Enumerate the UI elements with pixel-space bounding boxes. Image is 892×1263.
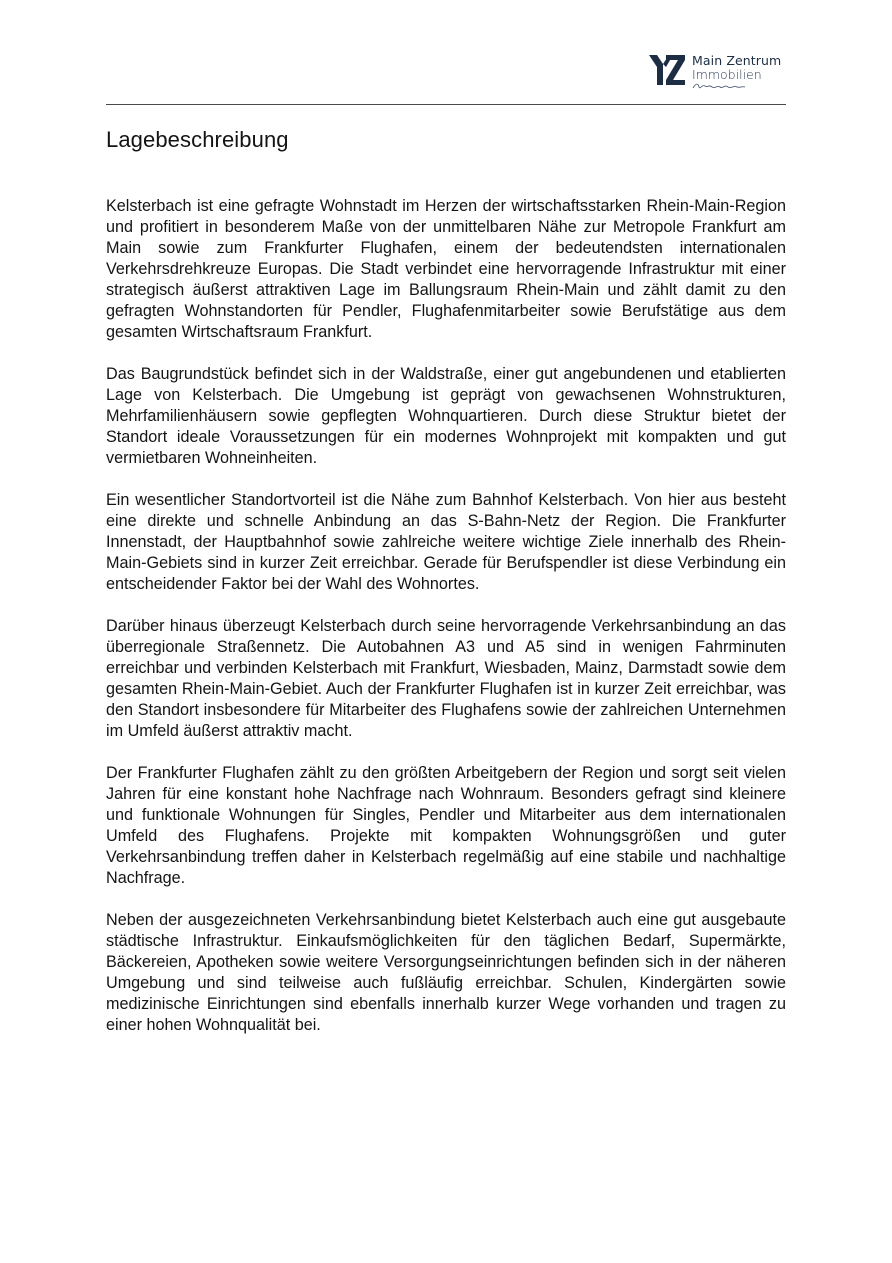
document-body [106, 196, 786, 1057]
paragraph-location-overview: Kelsterbach ist eine gefragte Wohnstadt im Herzen der wirtschaftsstarken Rhein-Main-Region und profitiert in besonderem Maße von der unmittelbaren Nähe zur Metropole Frankfurt am Main sowie zum Frankfurter Flughafen, einem der bedeutendsten internationalen Verkehrsdrehkreuze Europas. Die Stadt verbindet eine hervorragende Infrastruktur mit einer strategisch äußerst attraktiven Lage im Ballungsraum Rhein-Main und zählt damit zu den gefragten Wohnstandorten für Pendler, Flughafenmitarbeiter sowie Berufstätige aus dem gesamten Wirtschaftsraum Frankfurt. [106, 197, 786, 341]
brand-line-2: Immobilien [692, 66, 762, 82]
page-title: Lagebeschreibung [106, 127, 289, 152]
paragraph-airport-demand: Der Frankfurter Flughafen zählt zu den größten Arbeitgebern der Region und sorgt seit vielen Jahren für eine konstant hohe Nachfrage nach Wohnraum. Besonders gefragt sind kleinere und funktionale Wohnungen für Singles, Pendler und Mitarbeiter aus dem internationalen Umfeld des Flughafens. Projekte mit kompakten Wohnungsgrößen und guter Verkehrsanbindung treffen daher in Kelsterbach regelmäßig auf eine stabile und nachhaltige Nachfrage. [106, 764, 786, 887]
brand-logo [648, 52, 790, 92]
paragraph-property: Das Baugrundstück befindet sich in der Waldstraße, einer gut angebundenen und etablierten Lage von Kelsterbach. Die Umgebung ist geprägt von gewachsenen Wohnstrukturen, Mehrfamilienhäusern sowie gepflegten Wohnquartieren. Durch diese Struktur bietet der Standort ideale Voraussetzungen für ein modernes Wohnprojekt mit kompakten und gut vermietbaren Wohneinheiten. [106, 365, 786, 467]
paragraph-infrastructure: Neben der ausgezeichneten Verkehrsanbindung bietet Kelsterbach auch eine gut ausgebaute städtische Infrastruktur. Einkaufsmöglichkeiten für den täglichen Bedarf, Supermärkte, Bäckereien, Apotheken sowie weitere Versorgungseinrichtungen befinden sich in der näheren Umgebung und sind teilweise auch fußläufig erreichbar. Schulen, Kindergärten sowie medizinische Einrichtungen sind ebenfalls innerhalb kurzer Wege vorhanden und tragen zu einer hohen Wohnqualität bei. [106, 911, 786, 1034]
paragraph-road-connection: Darüber hinaus überzeugt Kelsterbach durch seine hervorragende Verkehrsanbindung an das überregionale Straßennetz. Die Autobahnen A3 und A5 sind in wenigen Fahrminuten erreichbar und verbinden Kelsterbach mit Frankfurt, Wiesbaden, Mainz, Darmstadt sowie dem gesamten Rhein-Main-Gebiet. Auch der Frankfurter Flughafen ist in kurzer Zeit erreichbar, was den Standort insbesondere für Mitarbeiter des Flughafens sowie der zahlreichen Unternehmen im Umfeld äußerst attraktiv macht. [106, 617, 786, 740]
brand-line-1: Main Zentrum [692, 53, 782, 68]
brand-name [692, 55, 781, 81]
signature-icon [692, 81, 746, 91]
paragraph-rail-connection: Ein wesentlicher Standortvorteil ist die Nähe zum Bahnhof Kelsterbach. Von hier aus besteht eine direkte und schnelle Anbindung an das S-Bahn-Netz der Region. Die Frankfurter Innenstadt, der Hauptbahnhof sowie zahlreiche weitere wichtige Ziele innerhalb des Rhein-Main-Gebiets sind in kurzer Zeit erreichbar. Gerade für Berufspendler ist diese Verbindung ein entscheidender Faktor bei der Wahl des Wohnortes. [106, 491, 786, 593]
header-divider [106, 104, 786, 105]
yz-monogram-icon [648, 52, 686, 88]
